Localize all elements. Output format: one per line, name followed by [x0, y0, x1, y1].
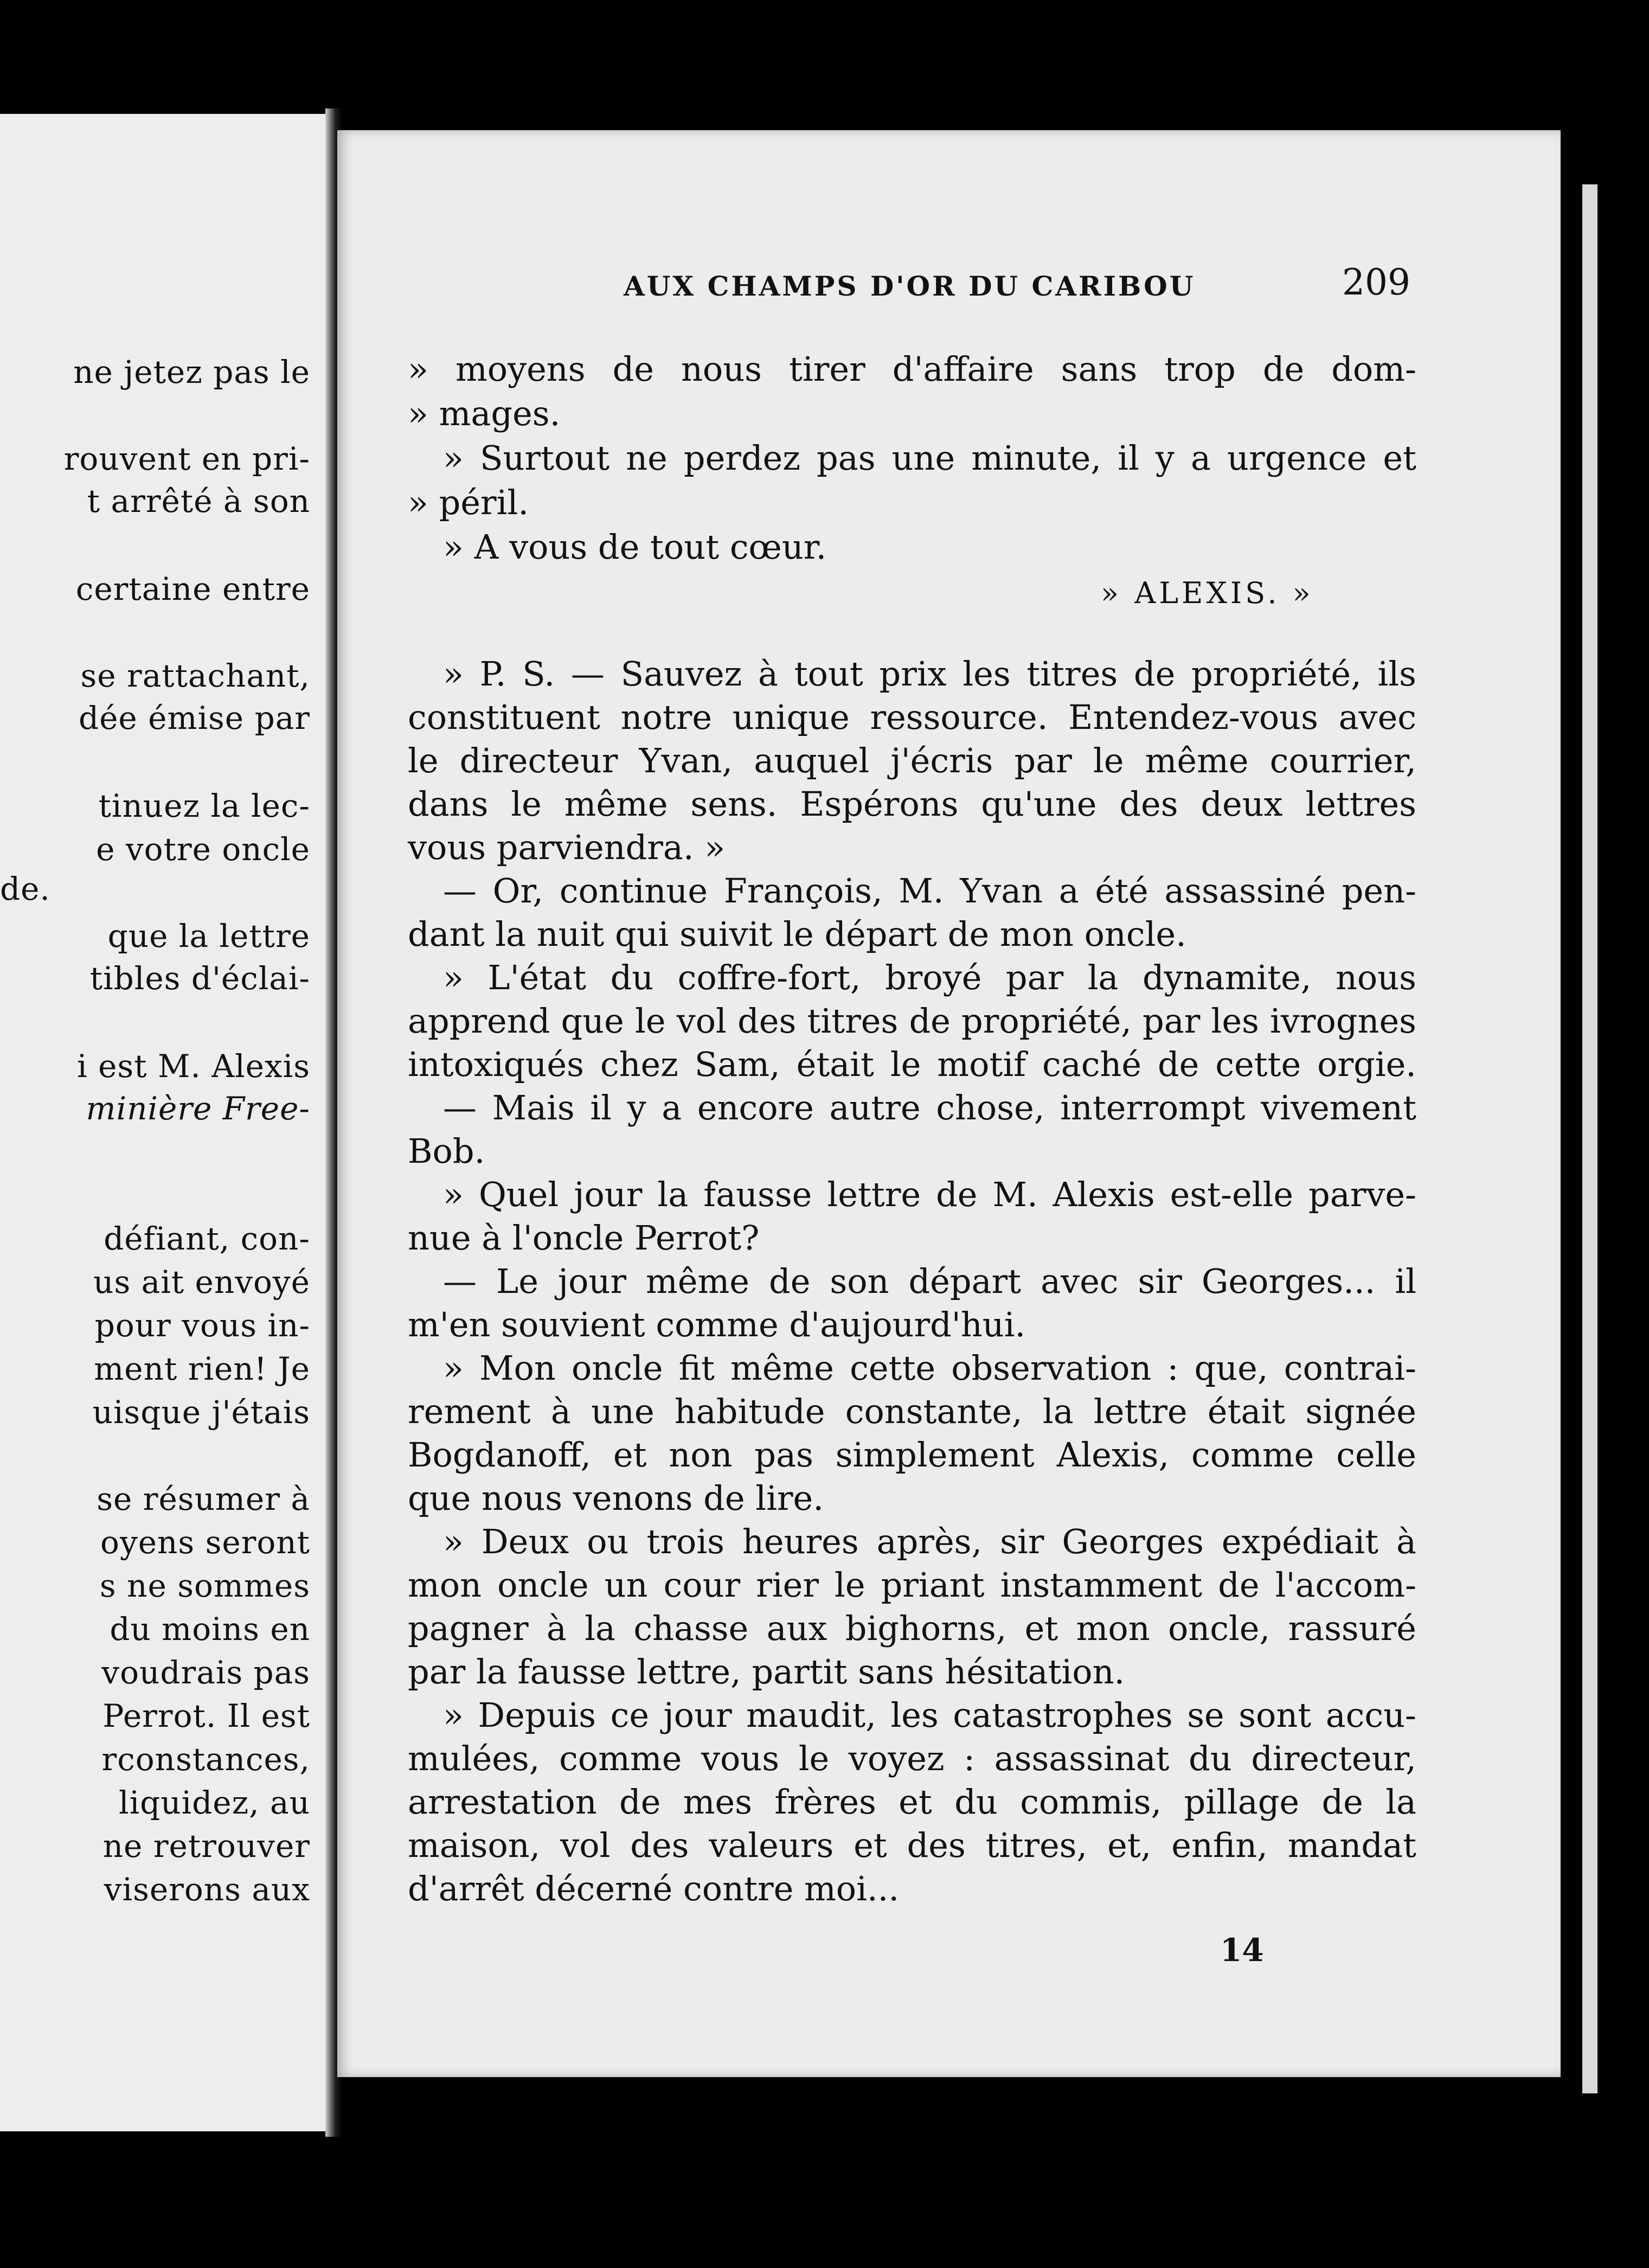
text-line: Bogdanoff, et non pas simplement Alexis, comme celle: [408, 1435, 1416, 1475]
left-page-line: i est M. Alexis: [77, 1048, 310, 1085]
running-head: AUX CHAMPS D'OR DU CARIBOU: [624, 270, 1196, 302]
page-edge: [1582, 184, 1597, 2093]
left-page-line: de.: [0, 870, 50, 907]
left-page-line: minière Free-: [86, 1090, 310, 1127]
left-page-line: t arrêté à son: [87, 483, 310, 520]
text-line: » Depuis ce jour maudit, les catastrophes se sont accu-: [443, 1695, 1416, 1735]
text-line: maison, vol des valeurs et des titres, et, enfin, mandat: [408, 1825, 1416, 1865]
left-page-line: pour vous in-: [94, 1307, 310, 1344]
left-page-line: uisque j'étais: [92, 1394, 310, 1431]
text-line: » Quel jour la fausse lettre de M. Alexis est-elle parve-: [443, 1175, 1416, 1214]
text-line: constituent notre unique ressource. Entendez-vous avec: [408, 697, 1416, 737]
text-line: intoxiqués chez Sam, était le motif caché de cette orgie.: [408, 1045, 1416, 1084]
text-line: » L'état du coffre-fort, broyé par la dynamite, nous: [443, 958, 1416, 997]
text-line: » A vous de tout cœur.: [443, 527, 827, 567]
text-line: » Surtout ne perdez pas une minute, il y a urgence et: [443, 438, 1416, 478]
left-page-line: rconstances,: [101, 1741, 310, 1778]
left-page-line: certaine entre: [75, 571, 310, 607]
left-page-line: du moins en: [110, 1611, 310, 1648]
left-page-line: dée émise par: [78, 700, 310, 736]
text-line: que nous venons de lire.: [408, 1478, 824, 1518]
left-page-line: tinuez la lec-: [98, 787, 310, 824]
text-line: le directeur Yvan, auquel j'écris par le même courrier,: [408, 741, 1416, 780]
text-line: d'arrêt décerné contre moi...: [408, 1869, 900, 1908]
text-line: mon oncle un cour rier le priant instamment de l'accom-: [408, 1565, 1416, 1605]
left-page-line: ne retrouver: [102, 1828, 310, 1865]
left-page-line: rouvent en pri-: [63, 440, 310, 477]
left-page-line: ment rien! Je: [94, 1350, 310, 1387]
text-line: — Or, continue François, M. Yvan a été assassiné pen-: [443, 871, 1416, 911]
left-page-line: us ait envoyé: [93, 1264, 310, 1300]
left-page-line: voudrais pas: [101, 1654, 310, 1691]
text-line: — Mais il y a encore autre chose, interrompt vivement: [443, 1088, 1416, 1127]
text-line: par la fausse lettre, partit sans hésitation.: [408, 1652, 1125, 1692]
text-line: apprend que le vol des titres de propriété, par les ivrognes: [408, 1001, 1416, 1041]
text-line: » moyens de nous tirer d'affaire sans trop de dom-: [408, 349, 1416, 389]
text-line: nue à l'oncle Perrot?: [408, 1218, 760, 1258]
text-line: vous parviendra. »: [408, 828, 726, 867]
left-page-line: Perrot. Il est: [102, 1697, 310, 1734]
left-page-line: oyens seront: [100, 1524, 310, 1561]
left-page-line: viserons aux: [104, 1871, 310, 1908]
text-line: m'en souvient comme d'aujourd'hui.: [408, 1305, 1026, 1344]
text-line: Bob.: [408, 1131, 485, 1171]
text-line: dant la nuit qui suivit le départ de mon oncle.: [408, 914, 1186, 954]
left-page-line: tibles d'éclai-: [89, 960, 310, 997]
left-page-line: liquidez, au: [119, 1784, 310, 1821]
text-line: — Le jour même de son départ avec sir Georges... il: [443, 1261, 1416, 1301]
page-number: 209: [1342, 261, 1410, 303]
text-line: » péril.: [408, 483, 529, 522]
left-page-line: ne jetez pas le: [73, 354, 310, 390]
left-page-line: s ne sommes: [99, 1567, 310, 1604]
text-line: pagner à la chasse aux bighorns, et mon oncle, rassuré: [408, 1609, 1416, 1648]
left-page-line: se résumer à: [97, 1481, 310, 1517]
left-page-line: e votre oncle: [96, 831, 310, 868]
left-facing-page: [0, 114, 325, 2131]
text-line: » mages.: [408, 394, 561, 433]
left-page-line: défiant, con-: [104, 1220, 310, 1257]
text-line: dans le même sens. Espérons qu'une des deux lettres: [408, 784, 1416, 824]
text-line: » Deux ou trois heures après, sir Georges expédiait à: [443, 1522, 1416, 1561]
sheet-signature: 14: [1220, 1932, 1264, 1969]
text-line: arrestation de mes frères et du commis, pillage de la: [408, 1782, 1416, 1822]
text-line: » P. S. — Sauvez à tout prix les titres de propriété, ils: [443, 654, 1416, 694]
letter-signature: » ALEXIS. »: [1101, 576, 1314, 610]
text-line: rement à une habitude constante, la lettre était signée: [408, 1392, 1416, 1431]
left-page-line: se rattachant,: [80, 657, 310, 694]
text-line: mulées, comme vous le voyez : assassinat du directeur,: [408, 1739, 1416, 1778]
left-page-line: que la lettre: [107, 918, 310, 954]
text-line: » Mon oncle fit même cette observation : que, contrai-: [443, 1348, 1416, 1388]
